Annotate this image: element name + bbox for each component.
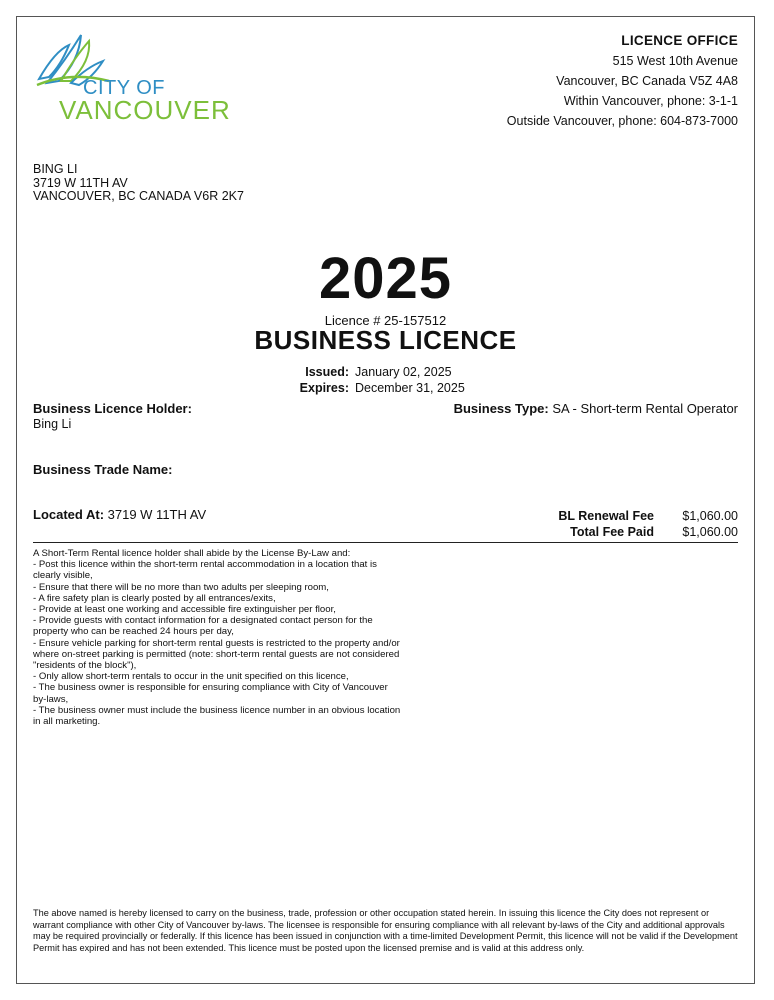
licence-number: Licence # 25-157512 [324,313,447,328]
located-label: Located At: [33,507,105,522]
office-street: 515 West 10th Avenue [612,54,738,68]
trade-name-label: Business Trade Name: [33,462,173,477]
condition-line: - Ensure that there will be no more than two adults per sleeping room, [33,581,329,593]
business-type [454,401,738,416]
renewal-fee-label: BL Renewal Fee [558,509,654,523]
condition-line: A Short-Term Rental licence holder shall abide by the License By-Law and: [33,548,351,559]
business-type-label: Business Type: [453,401,549,416]
condition-line: - A fire safety plan is clearly posted by all entrances/exits, [33,592,276,604]
condition-line: - Provide at least one working and accessible fire extinguisher per floor, [33,604,336,616]
section-divider [33,542,738,543]
fees-block [558,508,738,540]
condition-line: - Provide guests with contact information for a designated contact person for the property who can be reached 24 hours per day, [33,615,373,638]
office-phone-outside: Outside Vancouver, phone: 604-873-7000 [506,114,738,128]
renewal-fee-value: $1,060.00 [682,509,738,523]
licence-dates [299,365,465,396]
expires-label: Expires: [299,380,349,395]
legal-footer: The above named is hereby licensed to carry on the business, trade, profession or other occupation stated herein. In issuing this licence the City does not represent or warrant compliance with other City of Vancouver by-laws. The licensee is responsible for ensuring compliance with all relevant by-laws of the City and additional approvals may be required provincially or federally. If this licence has been issued in conjunction with a time-limited Development Permit, this licence will not be valid if the Development Permit has expired and has not been extended. This licence must be posted upon the licensed premise and is valid at this address only. [33,908,738,953]
condition-line: - The business owner is responsible for ensuring compliance with City of Vancouver by-laws, [33,682,388,705]
business-type-value: SA - Short-term Rental Operator [548,401,738,416]
addressee-street: 3719 W 11TH AV [33,175,128,190]
licence-conditions [33,548,403,727]
expires-date: December 31, 2025 [355,380,465,395]
office-city: Vancouver, BC Canada V5Z 4A8 [556,74,738,88]
holder-label: Business Licence Holder: [33,401,192,416]
logo-text-vancouver: VANCOUVER [59,95,231,125]
mailing-address [33,163,244,204]
condition-line: - Post this licence within the short-term rental accommodation in a location that is clearly visible, [33,559,377,582]
condition-line: - Ensure vehicle parking for short-term rental guests is restricted to the property and/or where on-street parking is permitted (note: short-term rental guests are not considered "residents of the block"), [33,637,400,672]
total-fee-label: Total Fee Paid [570,525,654,539]
licence-year: 2025 [318,246,453,311]
licence-office-block [507,31,738,131]
condition-line: - Only allow short-term rentals to occur in the unit specified on this licence, [33,671,349,683]
issued-date: January 02, 2025 [355,365,452,379]
licence-document [16,16,755,984]
total-fee-value: $1,060.00 [682,525,738,539]
office-phone-within: Within Vancouver, phone: 3-1-1 [563,94,738,108]
located-at [33,507,206,522]
city-of-vancouver-logo [35,31,235,125]
logo-text-city-of: CITY OF [83,77,166,99]
condition-line: - The business owner must include the business licence number in an obvious location in all marketing. [33,704,401,728]
located-value: 3719 W 11TH AV [104,507,207,522]
addressee-name: BING LI [33,162,78,176]
issued-label: Issued: [305,365,349,379]
office-title: LICENCE OFFICE [621,33,738,48]
holder-value: Bing Li [33,417,72,431]
document-title: BUSINESS LICENCE [254,325,517,355]
addressee-city: VANCOUVER, BC CANADA V6R 2K7 [33,189,244,203]
